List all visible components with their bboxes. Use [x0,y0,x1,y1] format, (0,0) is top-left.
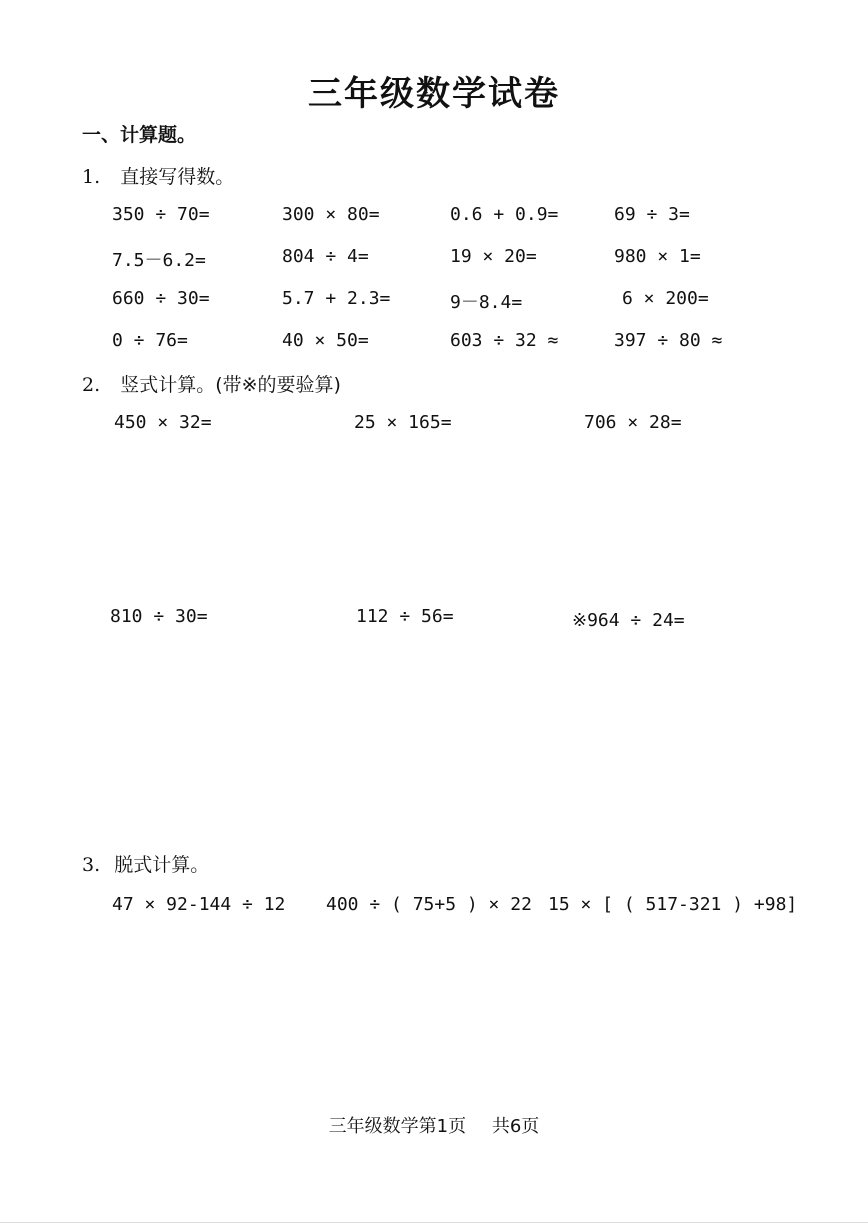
question-1-number: 1. [82,166,101,188]
q1-item: 660 ÷ 30= [112,288,210,309]
q1-item: 804 ÷ 4= [282,246,369,267]
footer-page: 三年级数学第1页 [328,1116,467,1137]
q1-item: 7.5－6.2= [112,250,206,271]
q1-item: 6 × 200= [622,288,709,309]
q1-item: 19 × 20= [450,246,537,267]
q1-item: 0.6 + 0.9= [450,204,559,225]
question-1-title [82,162,234,189]
question-1-label: 直接写得数。 [120,166,235,188]
question-2-label: 竖式计算。(带※的要验算) [120,374,341,396]
q3-item: 15 × [ ( 517-321 ) +98] [548,894,798,915]
q1-item: 980 × 1= [614,246,701,267]
question-3-number: 3. [82,854,101,876]
q2-item: 706 × 28= [584,412,682,433]
question-2-number: 2. [82,374,101,396]
q2-item: ※964 ÷ 24= [572,610,685,631]
q1-item: 0 ÷ 76= [112,330,188,351]
q1-item: 5.7 + 2.3= [282,288,391,309]
q1-item: 69 ÷ 3= [614,204,690,225]
q2-item: 112 ÷ 56= [356,606,454,627]
bottom-edge-line [0,1222,868,1223]
q1-item: 397 ÷ 80 ≈ [614,330,723,351]
question-3-title [82,850,209,877]
page-footer [0,1112,868,1138]
footer-total: 共6页 [491,1116,540,1137]
q1-item: 40 × 50= [282,330,369,351]
q2-item: 450 × 32= [114,412,212,433]
section-heading: 一、计算题。 [82,124,197,146]
question-2-title [82,370,341,397]
q1-item: 300 × 80= [282,204,380,225]
q1-item: 350 ÷ 70= [112,204,210,225]
question-3-label: 脱式计算。 [114,854,210,876]
q1-item: 9－8.4= [450,292,523,313]
q1-item: 603 ÷ 32 ≈ [450,330,559,351]
q3-item: 47 × 92-144 ÷ 12 [112,894,286,915]
q2-item: 25 × 165= [354,412,452,433]
q2-item: 810 ÷ 30= [110,606,208,627]
page-title: 三年级数学试卷 [308,74,560,114]
q3-item: 400 ÷ ( 75+5 ) × 22 [326,894,532,915]
